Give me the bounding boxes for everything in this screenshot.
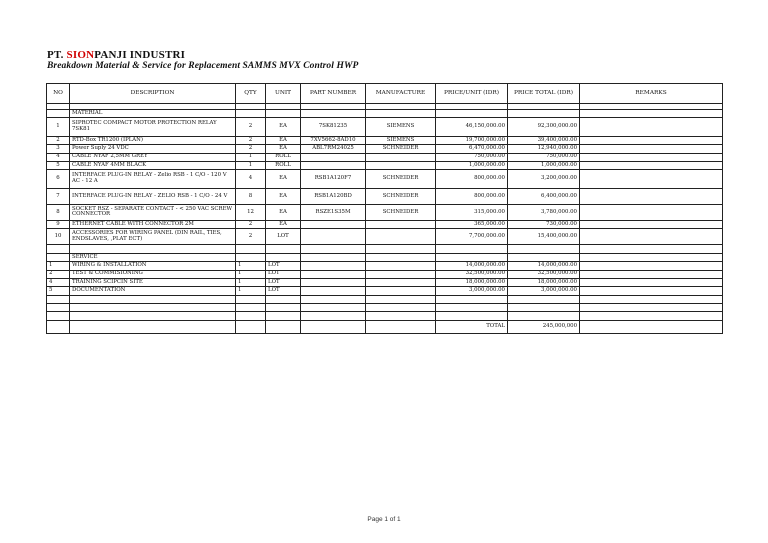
- cell-manufacture: SCHNEIDER: [366, 145, 436, 153]
- blank-row: [47, 312, 723, 320]
- cell-manufacture: SCHNEIDER: [366, 204, 436, 220]
- blank-cell: [236, 245, 266, 253]
- cell-description: ACCESSORIES FOR WIRING PANEL (DIN RAIL, TIES, ENDSLAVES, ,PLAT ECT): [70, 229, 236, 245]
- blank-cell: [580, 320, 723, 333]
- blank-cell: [301, 320, 366, 333]
- blank-cell: [366, 110, 436, 118]
- cell-no: 4: [47, 153, 70, 161]
- cell-unit: LOT: [266, 229, 301, 245]
- blank-cell: [436, 253, 508, 261]
- blank-cell: [236, 110, 266, 118]
- blank-cell: [436, 312, 508, 320]
- blank-cell: [508, 253, 580, 261]
- cell-manufacture: SIEMENS: [366, 136, 436, 144]
- blank-cell: [236, 312, 266, 320]
- cell-remarks: [580, 204, 723, 220]
- total-row: [47, 320, 723, 333]
- blank-cell: [47, 295, 70, 303]
- header-row: [47, 84, 723, 104]
- table-row: [47, 118, 723, 137]
- blank-cell: [236, 304, 266, 312]
- col-unit: UNIT: [266, 84, 301, 104]
- cell-part-number: RSZE1S35M: [301, 204, 366, 220]
- table-row: [47, 278, 723, 286]
- blank-cell: [47, 320, 70, 333]
- cell-manufacture: [366, 278, 436, 286]
- cell-qty: 4: [236, 170, 266, 189]
- blank-cell: [508, 312, 580, 320]
- cell-description: TRAINING SCIPCIN SITE: [70, 278, 236, 286]
- cell-price-unit: 7,700,000.00: [436, 229, 508, 245]
- col-price-unit: PRICE/UNIT (IDR): [436, 84, 508, 104]
- total-value: 245,000,000: [508, 320, 580, 333]
- cell-manufacture: [366, 287, 436, 295]
- blank-cell: [266, 253, 301, 261]
- blank-cell: [508, 245, 580, 253]
- cell-price-total: 3,200,000.00: [508, 170, 580, 189]
- cell-no: 5: [47, 287, 70, 295]
- blank-cell: [436, 245, 508, 253]
- cell-part-number: RSB1A120F7: [301, 170, 366, 189]
- cell-price-unit: 32,500,000.00: [436, 270, 508, 278]
- cell-price-unit: 14,000,000.00: [436, 262, 508, 270]
- table-row: [47, 204, 723, 220]
- cell-manufacture: [366, 270, 436, 278]
- cell-part-number: RSB1A120BD: [301, 188, 366, 204]
- blank-cell: [266, 245, 301, 253]
- col-price-total: PRICE TOTAL (IDR): [508, 84, 580, 104]
- cell-manufacture: SIEMENS: [366, 118, 436, 137]
- section-material: [47, 110, 723, 118]
- blank-cell: [580, 304, 723, 312]
- cell-description: CABLE NYAF 4MM BLACK: [70, 162, 236, 170]
- blank-cell: [366, 304, 436, 312]
- cell-part-number: [301, 153, 366, 161]
- cell-qty: 8: [236, 188, 266, 204]
- cell-price-total: 3,780,000.00: [508, 204, 580, 220]
- cell-description: SIPROTEC COMPACT MOTOR PROTECTION RELAY 7SK81: [70, 118, 236, 137]
- col-part-number: PART NUMBER: [301, 84, 366, 104]
- cell-description: TEST & COMMISIONING: [70, 270, 236, 278]
- table-row: [47, 262, 723, 270]
- cell-remarks: [580, 118, 723, 137]
- table-row: [47, 270, 723, 278]
- cell-unit: EA: [266, 118, 301, 137]
- cell-no: 6: [47, 170, 70, 189]
- cell-description: RTD-Box TR1200 (IPLAN): [70, 136, 236, 144]
- blank-cell: [236, 320, 266, 333]
- col-description: DESCRIPTION: [70, 84, 236, 104]
- blank-row: [47, 295, 723, 303]
- cell-price-total: 6,400,000.00: [508, 188, 580, 204]
- blank-cell: [47, 110, 70, 118]
- cell-qty: 1: [236, 262, 266, 270]
- blank-cell: [301, 312, 366, 320]
- cell-remarks: [580, 262, 723, 270]
- blank-cell: [366, 312, 436, 320]
- cell-part-number: [301, 262, 366, 270]
- blank-cell: [436, 304, 508, 312]
- cell-part-number: [301, 220, 366, 228]
- cell-remarks: [580, 145, 723, 153]
- table-row: [47, 162, 723, 170]
- table-row: [47, 170, 723, 189]
- blank-cell: [266, 110, 301, 118]
- blank-cell: [70, 295, 236, 303]
- cell-price-total: 32,500,000.00: [508, 270, 580, 278]
- section-service: [47, 253, 723, 261]
- table-body: [47, 104, 723, 334]
- cell-price-total: 12,940,000.00: [508, 145, 580, 153]
- blank-cell: [266, 304, 301, 312]
- section-label: MATERIAL: [70, 110, 236, 118]
- blank-cell: [70, 304, 236, 312]
- blank-cell: [266, 320, 301, 333]
- cell-manufacture: SCHNEIDER: [366, 188, 436, 204]
- cell-remarks: [580, 278, 723, 286]
- cell-unit: ROLL: [266, 162, 301, 170]
- table-row: [47, 229, 723, 245]
- blank-cell: [47, 253, 70, 261]
- blank-cell: [508, 295, 580, 303]
- blank-row: [47, 245, 723, 253]
- cell-part-number: 7XV5662-8AD10: [301, 136, 366, 144]
- blank-cell: [580, 295, 723, 303]
- cell-price-unit: 315,000.00: [436, 204, 508, 220]
- cell-unit: EA: [266, 145, 301, 153]
- cell-price-total: 14,000,000.00: [508, 262, 580, 270]
- cell-price-total: 3,000,000.00: [508, 287, 580, 295]
- cell-price-total: 15,400,000.00: [508, 229, 580, 245]
- cell-remarks: [580, 229, 723, 245]
- blank-cell: [436, 295, 508, 303]
- cell-qty: 1: [236, 287, 266, 295]
- cell-qty: 2: [236, 145, 266, 153]
- blank-cell: [436, 110, 508, 118]
- blank-cell: [236, 295, 266, 303]
- cell-part-number: 7SK81235: [301, 118, 366, 137]
- cell-price-unit: 800,000.00: [436, 188, 508, 204]
- table-row: [47, 220, 723, 228]
- blank-cell: [301, 110, 366, 118]
- cell-unit: LOT: [266, 270, 301, 278]
- blank-cell: [580, 312, 723, 320]
- cell-no: 7: [47, 188, 70, 204]
- cell-price-total: 18,000,000.00: [508, 278, 580, 286]
- cell-price-total: 750,000.00: [508, 153, 580, 161]
- cell-qty: 1: [236, 270, 266, 278]
- blank-cell: [580, 253, 723, 261]
- cell-part-number: ABL7RM24025: [301, 145, 366, 153]
- blank-cell: [366, 245, 436, 253]
- cell-qty: 2: [236, 229, 266, 245]
- document-subtitle: Breakdown Material & Service for Replacement SAMMS MVX Control HWP: [47, 61, 359, 71]
- cell-qty: 2: [236, 136, 266, 144]
- blank-cell: [508, 110, 580, 118]
- cell-no: 2: [47, 136, 70, 144]
- col-manufacture: MANUFACTURE: [366, 84, 436, 104]
- cell-price-total: 730,000.00: [508, 220, 580, 228]
- cell-unit: EA: [266, 136, 301, 144]
- blank-cell: [301, 245, 366, 253]
- cell-price-unit: 6,470,000.00: [436, 145, 508, 153]
- blank-cell: [580, 110, 723, 118]
- cell-no: 8: [47, 204, 70, 220]
- blank-cell: [580, 245, 723, 253]
- cell-price-unit: 3,000,000.00: [436, 287, 508, 295]
- blank-cell: [70, 245, 236, 253]
- blank-cell: [47, 245, 70, 253]
- cell-manufacture: [366, 162, 436, 170]
- cell-no: 5: [47, 162, 70, 170]
- page-footer: Page 1 of 1: [367, 516, 401, 523]
- section-label: SERVICE: [70, 253, 236, 261]
- cell-remarks: [580, 270, 723, 278]
- cell-remarks: [580, 153, 723, 161]
- cell-description: WIRING & INSTALLATION: [70, 262, 236, 270]
- cell-unit: LOT: [266, 278, 301, 286]
- cell-qty: 1: [236, 278, 266, 286]
- table-row: [47, 287, 723, 295]
- blank-cell: [70, 312, 236, 320]
- blank-cell: [366, 320, 436, 333]
- cell-unit: EA: [266, 188, 301, 204]
- cell-unit: LOT: [266, 287, 301, 295]
- cell-qty: 1: [236, 153, 266, 161]
- cell-part-number: [301, 278, 366, 286]
- cell-price-total: 1,000,000.00: [508, 162, 580, 170]
- total-label: TOTAL: [436, 320, 508, 333]
- cell-manufacture: [366, 220, 436, 228]
- cell-unit: ROLL: [266, 153, 301, 161]
- company-name: [47, 49, 185, 61]
- table-row: [47, 136, 723, 144]
- cell-unit: EA: [266, 204, 301, 220]
- blank-cell: [508, 304, 580, 312]
- blank-cell: [366, 295, 436, 303]
- cell-unit: EA: [266, 220, 301, 228]
- cell-remarks: [580, 188, 723, 204]
- cell-price-total: 39,400,000.00: [508, 136, 580, 144]
- blank-cell: [70, 320, 236, 333]
- cell-unit: EA: [266, 170, 301, 189]
- col-no: NO: [47, 84, 70, 104]
- cell-price-unit: 18,000,000.00: [436, 278, 508, 286]
- col-remarks: REMARKS: [580, 84, 723, 104]
- cell-unit: LOT: [266, 262, 301, 270]
- cell-no: 2: [47, 270, 70, 278]
- blank-cell: [266, 312, 301, 320]
- cell-qty: 2: [236, 220, 266, 228]
- cell-manufacture: [366, 262, 436, 270]
- cell-manufacture: [366, 229, 436, 245]
- blank-cell: [47, 312, 70, 320]
- blank-cell: [266, 295, 301, 303]
- cell-manufacture: [366, 153, 436, 161]
- cell-price-unit: 365,000.00: [436, 220, 508, 228]
- cell-qty: 1: [236, 162, 266, 170]
- cell-part-number: [301, 270, 366, 278]
- cell-description: INTERFACE PLUG-IN RELAY - ZELIO RSB - 1 C/O - 24 V: [70, 188, 236, 204]
- table-row: [47, 188, 723, 204]
- cell-description: INTERFACE PLUG-IN RELAY - Zelio RSB - 1 C/O - 120 V AC - 12 A: [70, 170, 236, 189]
- cell-price-total: 92,300,000.00: [508, 118, 580, 137]
- company-prefix: PT.: [47, 49, 64, 61]
- cell-price-unit: 46,150,000.00: [436, 118, 508, 137]
- cell-no: 9: [47, 220, 70, 228]
- cell-remarks: [580, 162, 723, 170]
- cell-manufacture: SCHNEIDER: [366, 170, 436, 189]
- cell-no: 1: [47, 262, 70, 270]
- company-highlight: SION: [66, 49, 95, 61]
- col-qty: QTY: [236, 84, 266, 104]
- cell-description: Power Suply 24 VDC: [70, 145, 236, 153]
- cell-remarks: [580, 287, 723, 295]
- cell-description: ETHERNET CABLE WITH CONNECTOR 2M: [70, 220, 236, 228]
- cell-description: CABLE NYAF 2,5MM GREY: [70, 153, 236, 161]
- blank-cell: [301, 253, 366, 261]
- table-row: [47, 153, 723, 161]
- cell-price-unit: 19,700,000.00: [436, 136, 508, 144]
- cell-description: SOCKET RSZ - SEPARATE CONTACT - < 250 VAC SCREW CONNECTOR: [70, 204, 236, 220]
- blank-cell: [366, 253, 436, 261]
- cell-price-unit: 800,000.00: [436, 170, 508, 189]
- cell-remarks: [580, 170, 723, 189]
- cell-part-number: [301, 162, 366, 170]
- cell-no: 4: [47, 278, 70, 286]
- cell-price-unit: 1,000,000.00: [436, 162, 508, 170]
- cell-remarks: [580, 136, 723, 144]
- blank-cell: [236, 253, 266, 261]
- cell-qty: 2: [236, 118, 266, 137]
- blank-cell: [301, 295, 366, 303]
- cell-no: 10: [47, 229, 70, 245]
- cell-part-number: [301, 229, 366, 245]
- blank-cell: [301, 304, 366, 312]
- cell-description: DOCUMENTATION: [70, 287, 236, 295]
- cell-part-number: [301, 287, 366, 295]
- blank-cell: [47, 304, 70, 312]
- blank-row: [47, 304, 723, 312]
- cell-qty: 12: [236, 204, 266, 220]
- cell-remarks: [580, 220, 723, 228]
- table-row: [47, 145, 723, 153]
- cell-no: 3: [47, 145, 70, 153]
- cell-price-unit: 750,000.00: [436, 153, 508, 161]
- cell-no: 1: [47, 118, 70, 137]
- company-rest: PANJI INDUSTRI: [94, 49, 186, 61]
- breakdown-table: [46, 83, 723, 334]
